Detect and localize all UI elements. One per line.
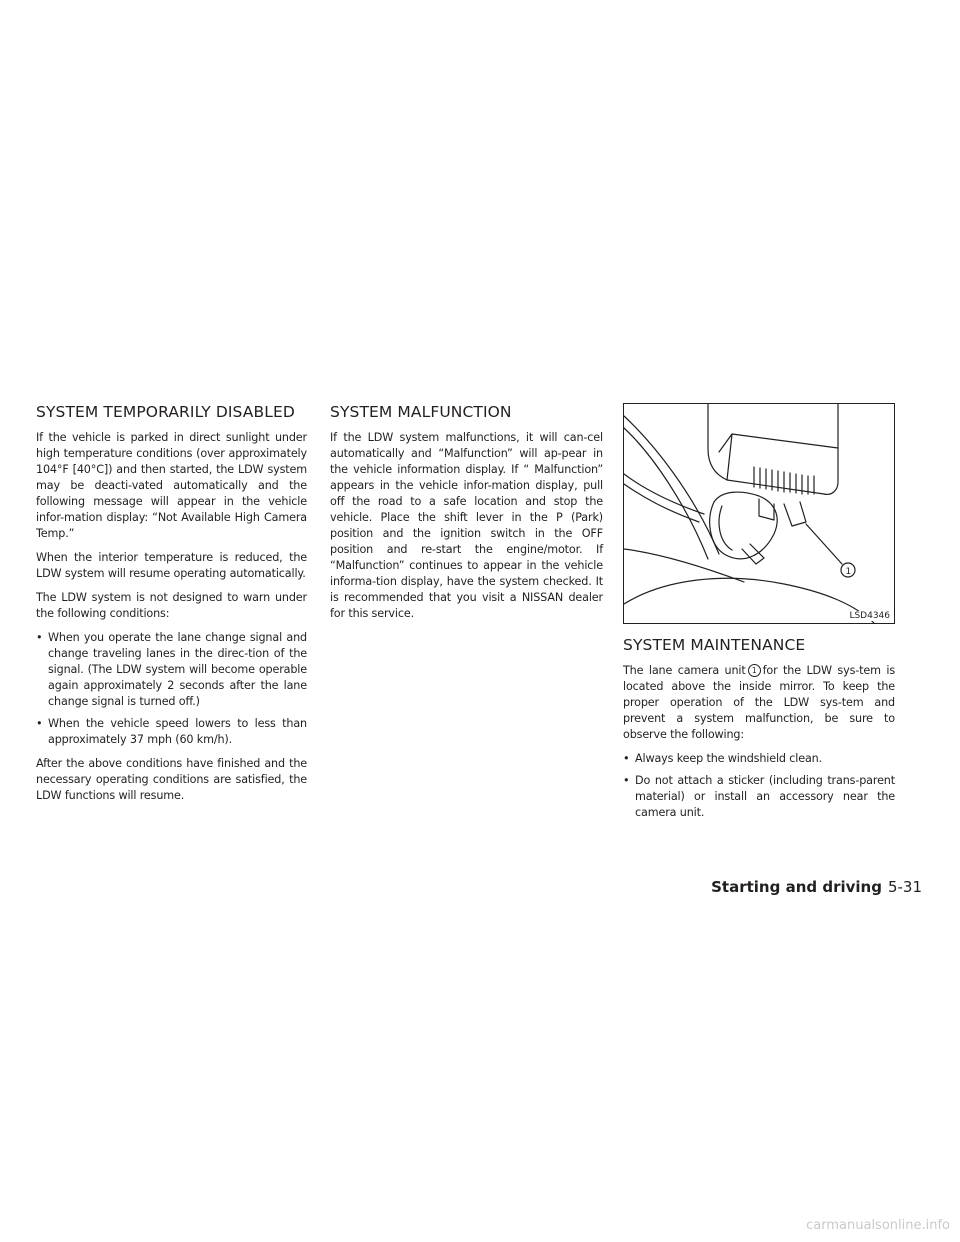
maintenance-list [623, 751, 895, 821]
heading-system-maintenance: SYSTEM MAINTENANCE [623, 636, 806, 654]
heading-system-temporarily-disabled: SYSTEM TEMPORARILY DISABLED [36, 403, 295, 421]
camera-unit-text: The lane camera unit [623, 664, 746, 677]
figure-callout-label: 1 [845, 567, 852, 577]
column-system-temporarily-disabled [36, 403, 307, 812]
paragraph-high-temperature: If the vehicle is parked in direct sunlight under high temperature conditions (over approximately 104°F [40°C]) and then started, the LDW system may be deacti-vated automatically and the following message will appear in the vehicle infor-mation display: “Not Available High Camera Temp.” [36, 431, 307, 540]
callout-1-icon: 1 [748, 664, 761, 677]
list-item: • Always keep the windshield clean. [623, 751, 895, 767]
paragraph-ldw-resume: After the above conditions have finished and the necessary operating conditions are satisfied, the LDW functions will resume. [36, 757, 307, 802]
paragraph-camera-unit [623, 663, 895, 743]
footer-page-number: 5-31 [887, 878, 922, 896]
list-item: • When the vehicle speed lowers to less than approximately 37 mph (60 km/h). [36, 716, 307, 748]
list-item: • Do not attach a sticker (including trans-parent material) or install an accessory near the camera unit. [623, 773, 895, 821]
list-item: • When you operate the lane change signal and change traveling lanes in the direc-tion of the signal. (The LDW system will become operable again approximately 2 seconds after the lane change signal is turned off.) [36, 630, 307, 710]
column-system-malfunction [330, 403, 603, 630]
page-footer [711, 878, 922, 896]
footer-section-title: Starting and driving [711, 878, 882, 896]
paragraph-not-designed-to-warn: The LDW system is not designed to warn under the following conditions: [36, 591, 307, 620]
watermark: carmanualsonline.info [806, 1218, 950, 1233]
figure-code: LSD4346 [849, 611, 890, 621]
paragraph-malfunction: If the LDW system malfunctions, it will can-cel automatically and “Malfunction” will ap-pear in the vehicle information display. If “ Malfunction” appears in the vehicle infor-mation display, pull off the road to a safe location and stop the vehicle. Place the shift lever in the P (Park) position and the ignition switch in the OFF position and re-start the engine/motor. If “Malfunction” continues to appear in the vehicle informa-tion display, have the system checked. It is recommended that you visit a NISSAN dealer for this service. [330, 431, 603, 620]
paragraph-resume-operating: When the interior temperature is reduced, the LDW system will resume operating automatically. [36, 551, 307, 580]
column-system-maintenance [623, 403, 895, 829]
heading-system-malfunction: SYSTEM MALFUNCTION [330, 403, 512, 421]
conditions-list [36, 630, 307, 748]
camera-unit-illustration [623, 403, 895, 624]
camera-unit-text-continued: for the LDW sys-tem is located above the inside mirror. To keep the proper operation of the LDW sys-tem and prevent a system malfunction, be sure to observe the following: [623, 664, 895, 741]
